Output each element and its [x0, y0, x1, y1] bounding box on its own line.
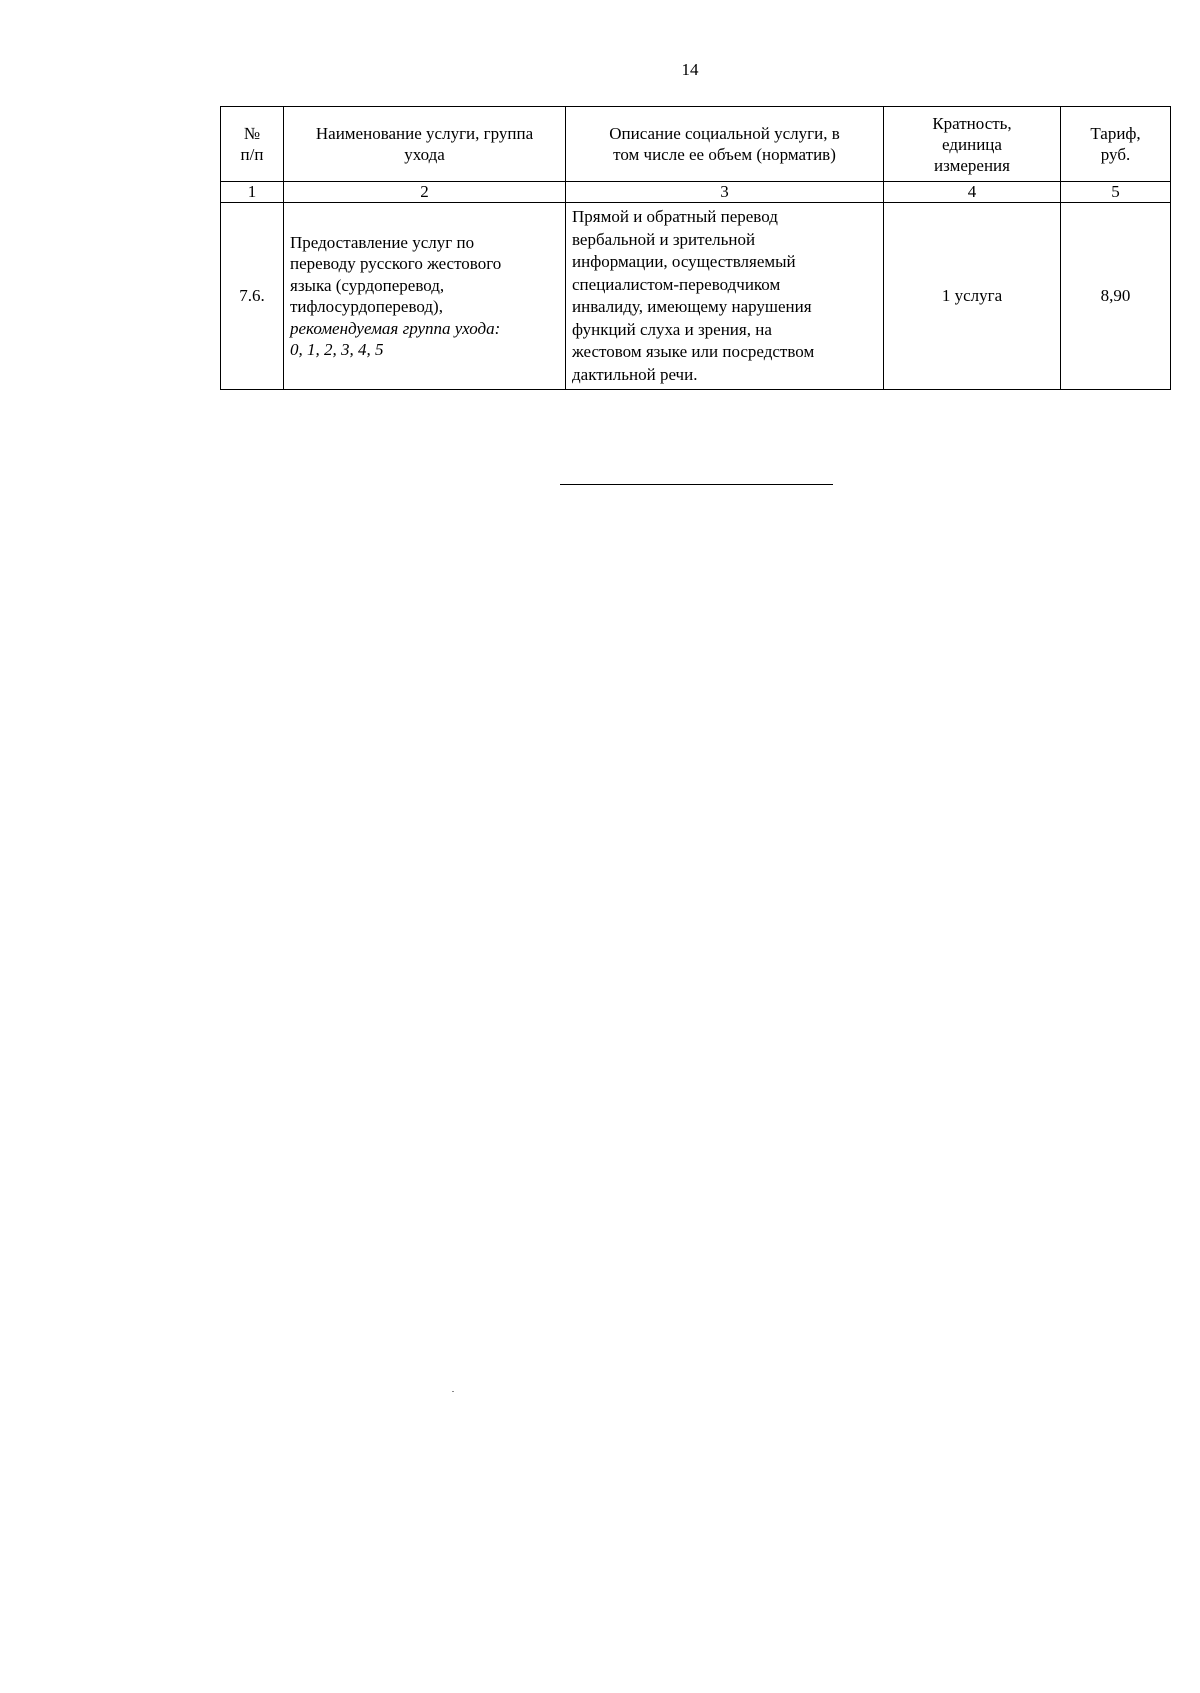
services-table	[220, 106, 1171, 390]
column-number-1: 1	[221, 182, 284, 203]
column-number-row	[221, 182, 1171, 203]
end-of-table-divider	[560, 484, 833, 485]
service-description-cell	[566, 203, 884, 390]
table-header-row	[221, 107, 1171, 182]
header-name	[284, 107, 566, 182]
column-number-2: 2	[284, 182, 566, 203]
header-unit-label: Кратность, единица измерения	[932, 113, 1012, 175]
column-number-4: 4	[884, 182, 1061, 203]
header-num-label: № п/п	[240, 124, 264, 164]
header-description-label: Описание социальной услуги, в том числе ее объем (норматив)	[609, 124, 840, 164]
column-number-5: 5	[1061, 182, 1171, 203]
service-description: Прямой и обратный перевод вербальной и зрительной информации, осуществляемый специалистом-переводчиком инвалиду, имеющему нарушения функций слуха и зрения, на жестовом языке или посредством дактильной речи.	[572, 207, 815, 384]
scan-artifact-dot	[452, 1391, 454, 1392]
service-name-cell	[284, 203, 566, 390]
header-tariff	[1061, 107, 1171, 182]
page-number: 14	[681, 60, 699, 79]
service-tariff: 8,90	[1061, 203, 1171, 390]
header-num	[221, 107, 284, 182]
care-group: рекомендуемая группа ухода: 0, 1, 2, 3, 4, 5	[290, 318, 501, 359]
header-unit	[884, 107, 1061, 182]
header-description	[566, 107, 884, 182]
header-name-label: Наименование услуги, группа ухода	[315, 124, 534, 164]
header-tariff-label: Тариф, руб.	[1090, 124, 1141, 164]
service-unit: 1 услуга	[884, 203, 1061, 390]
service-name: Предоставление услуг по переводу русского жестового языка (сурдоперевод, тифлосурдоперевод),	[290, 232, 502, 316]
row-number: 7.6.	[221, 203, 284, 390]
column-number-3: 3	[566, 182, 884, 203]
table-row	[221, 203, 1171, 390]
